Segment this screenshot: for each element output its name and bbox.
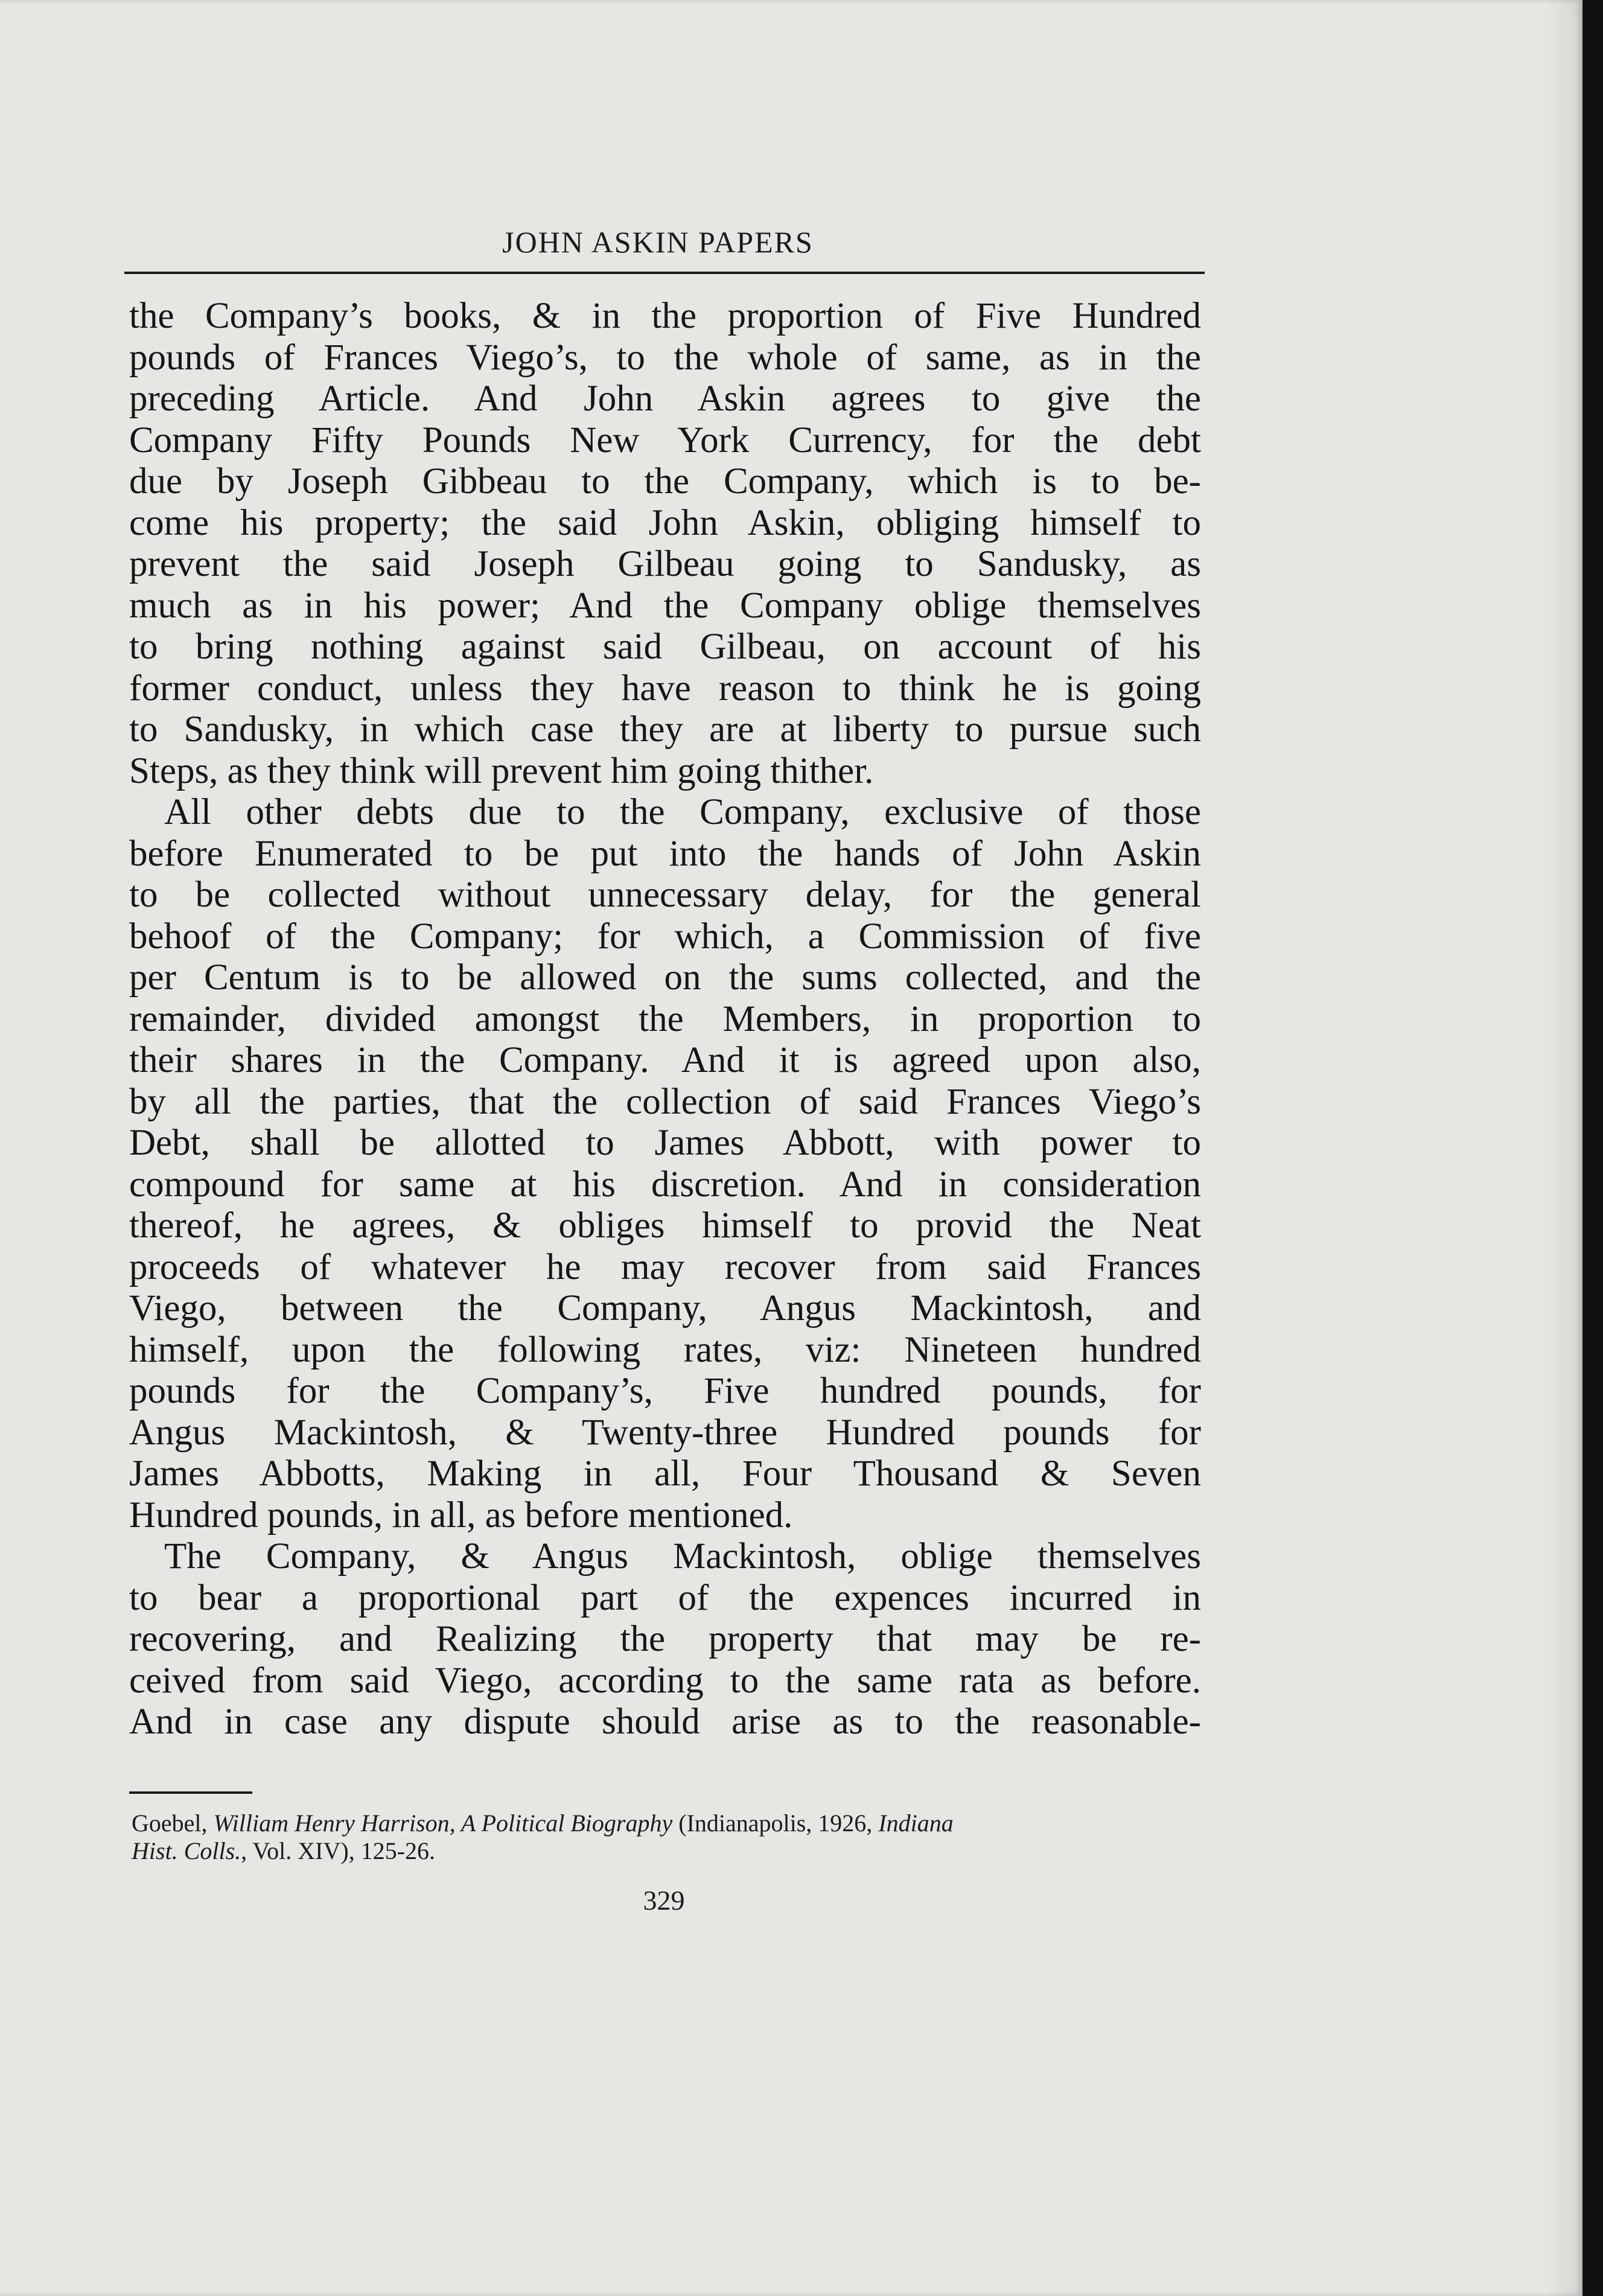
text-line: come his property; the said John Askin, obliging himself to — [129, 502, 1201, 543]
text-line: Company Fifty Pounds New York Currency, for the debt — [129, 419, 1201, 461]
page-number: 329 — [643, 1885, 685, 1916]
text-line: much as in his power; And the Company oblige themselves — [129, 585, 1201, 626]
text-line: by all the parties, that the collection of said Frances Viego’s — [129, 1081, 1201, 1122]
text-line: Hundred pounds, in all, as before mentioned. — [129, 1494, 793, 1535]
text-line: pounds of Frances Viego’s, to the whole of same, as in the — [129, 337, 1201, 378]
text-line: before Enumerated to be put into the hands of John Askin — [129, 833, 1201, 874]
text-line: their shares in the Company. And it is agreed upon also, — [129, 1040, 1201, 1080]
footnote-line — [132, 1837, 1203, 1865]
text-line: Steps, as they think will prevent him going thither. — [129, 750, 874, 791]
footnote-line — [132, 1810, 1203, 1837]
text-line: preceding Article. And John Askin agrees to give the — [129, 378, 1201, 419]
text-line: remainder, divided amongst the Members, in proportion to — [129, 998, 1201, 1039]
text-line: per Centum is to be allowed on the sums collected, and the — [129, 957, 1201, 998]
text-line: compound for same at his discretion. And in consideration — [129, 1164, 1201, 1205]
text-line: to Sandusky, in which case they are at liberty to pursue such — [129, 709, 1201, 750]
footnote-italic: William Henry Harrison, A Political Biography — [213, 1810, 673, 1837]
body-text — [129, 296, 1201, 1743]
footnote-rule — [129, 1791, 252, 1794]
header-rule — [124, 272, 1205, 274]
footnote — [132, 1810, 1203, 1865]
text-line: recovering, and Realizing the property that may be re- — [129, 1619, 1201, 1659]
text-line: ceived from said Viego, according to the same rata as before. — [129, 1660, 1201, 1701]
text-line: to be collected without unnecessary delay, for the general — [129, 875, 1201, 915]
text-line: due by Joseph Gibbeau to the Company, which is to be- — [129, 461, 1201, 502]
footnote-italic: Hist. Colls. — [132, 1837, 241, 1864]
footnote-text: (Indianapolis, 1926, — [672, 1810, 879, 1837]
text-line: Debt, shall be allotted to James Abbott, with power to — [129, 1123, 1201, 1163]
text-line: himself, upon the following rates, viz: Nineteen hundred — [129, 1329, 1201, 1370]
footnote-text: Goebel, — [132, 1810, 214, 1837]
text-line: All other debts due to the Company, exclusive of those — [164, 792, 1201, 832]
text-line: And in case any dispute should arise as to the reasonable- — [129, 1701, 1201, 1742]
text-line: proceeds of whatever he may recover from said Frances — [129, 1246, 1201, 1287]
text-line: behoof of the Company; for which, a Commission of five — [129, 916, 1201, 957]
text-line: the Company’s books, & in the proportion of Five Hundred — [129, 296, 1201, 336]
text-line: Angus Mackintosh, & Twenty-three Hundred pounds for — [129, 1412, 1201, 1453]
text-line: pounds for the Company’s, Five hundred pounds, for — [129, 1371, 1201, 1411]
text-line: prevent the said Joseph Gilbeau going to Sandusky, as — [129, 544, 1201, 584]
text-line: Viego, between the Company, Angus Mackintosh, and — [129, 1288, 1201, 1328]
text-line: former conduct, unless they have reason to think he is going — [129, 668, 1201, 709]
text-line: James Abbotts, Making in all, Four Thousand & Seven — [129, 1453, 1201, 1494]
text-line: to bring nothing against said Gilbeau, on account of his — [129, 627, 1201, 667]
text-line: thereof, he agrees, & obliges himself to provid the Neat — [129, 1205, 1201, 1246]
text-line: The Company, & Angus Mackintosh, oblige themselves — [164, 1536, 1201, 1577]
footnote-text: , Vol. XIV), 125-26. — [241, 1837, 436, 1864]
text-line: to bear a proportional part of the expences incurred in — [129, 1577, 1201, 1618]
running-head: JOHN ASKIN PAPERS — [502, 225, 814, 259]
footnote-italic: Indiana — [878, 1810, 954, 1837]
